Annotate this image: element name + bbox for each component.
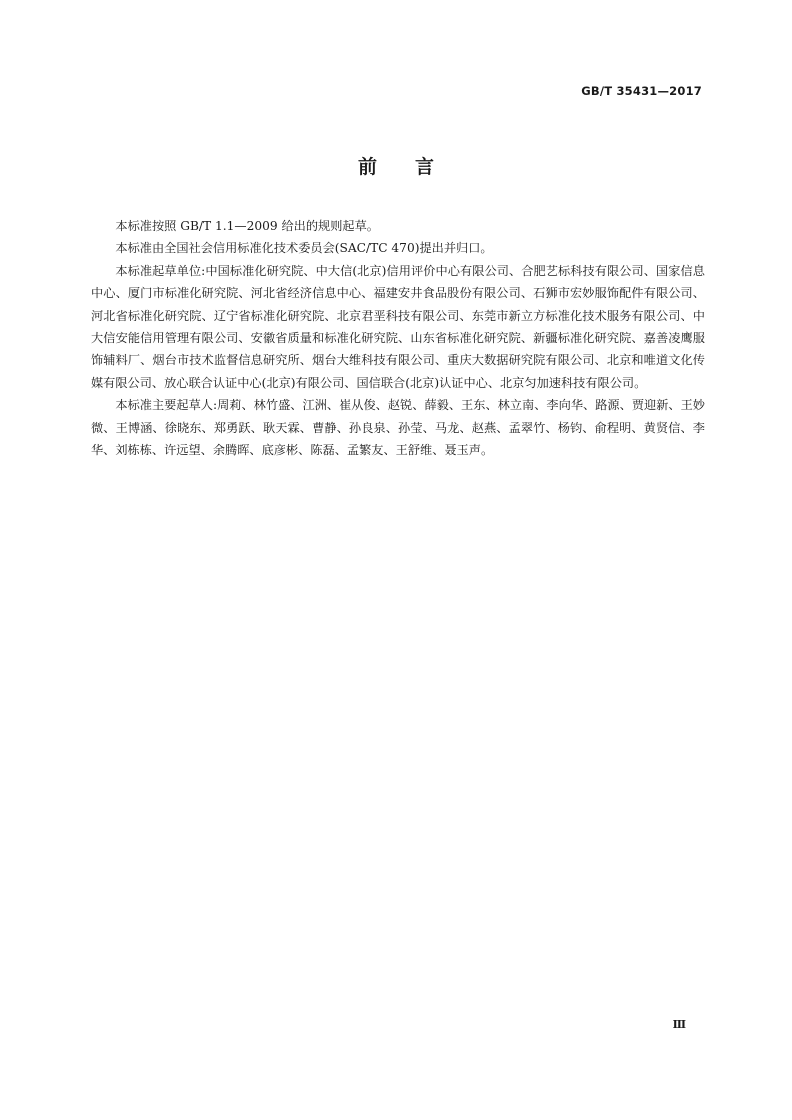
paragraph-drafting-rules: 本标准按照 GB/T 1.1—2009 给出的规则起草。 (115, 219, 379, 233)
paragraph-drafting-units: 本标准起草单位:中国标准化研究院、中大信(北京)信用评价中心有限公司、合肥艺标科技有限公司、国家信息中心、厦门市标准化研究院、河北省经济信息中心、福建安井食品股份有限公司、石狮市宏妙服饰配件有限公司、河北省标准化研究院、辽宁省标准化研究院、北京君垩科技有限公司、东莞市新立方标准化技术服务有限公司、中大信安能信用管理有限公司、安徽省质量和标准化研究院、山东省标准化研究院、新疆标准化研究院、嘉善凌鹰服饰辅料厂、烟台市技术监督信息研究所、烟台大维科技有限公司、重庆大数据研究院有限公司、北京和唯道文化传媒有限公司、放心联合认证中心(北京)有限公司、国信联合(北京)认证中心、北京匀加速科技有限公司。 (91, 263, 705, 390)
paragraph-committee: 本标准由全国社会信用标准化技术委员会(SAC/TC 470)提出并归口。 (115, 241, 493, 256)
standard-number: GB/T 35431—2017 (581, 84, 702, 98)
page-number: Ⅲ (672, 1018, 686, 1031)
paragraph-drafters: 本标准主要起草人:周莉、林竹盛、江洲、崔从俊、赵锐、薛毅、王东、林立南、李向华、路源、贾迎新、王妙微、王博涵、徐晓东、郑勇跃、耿天霖、曹静、孙良泉、孙莹、马龙、赵燕、孟翠竹、杨钧、俞程明、黄贤信、李华、刘栋栋、许远望、余腾晖、底彦彬、陈磊、孟繁友、王舒维、聂玉声。 (91, 398, 705, 458)
page-title: 前言 (357, 156, 472, 178)
foreword-body (91, 215, 705, 461)
